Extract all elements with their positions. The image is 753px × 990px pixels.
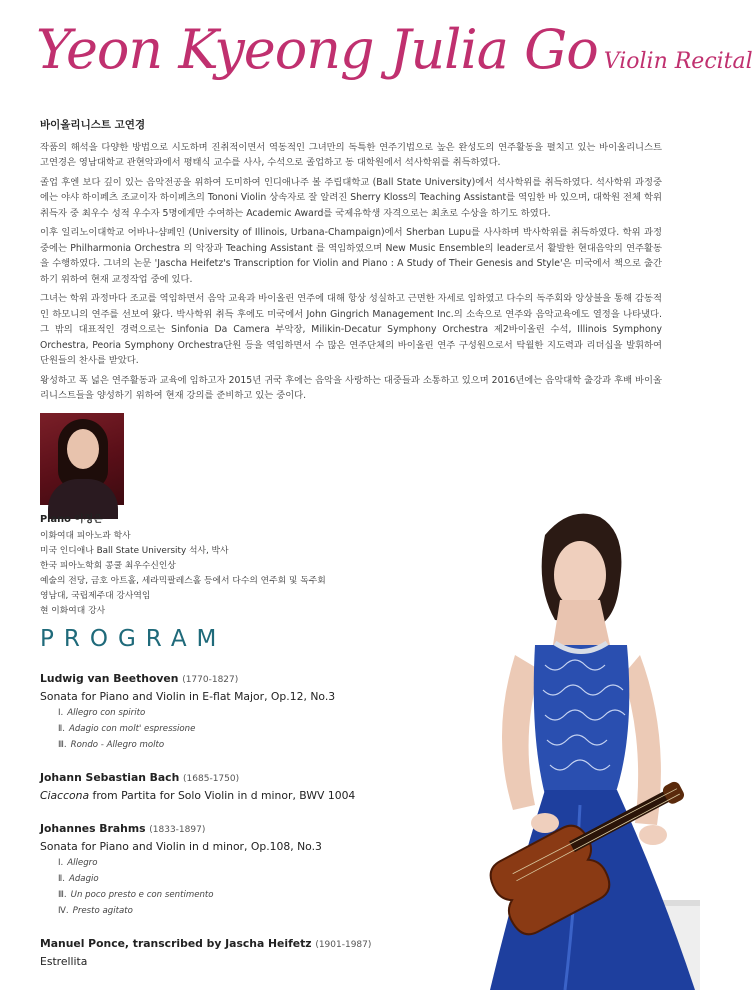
work-title: Sonata for Piano and Violin in E-flat Major, Op.12, No.3 bbox=[40, 690, 336, 703]
bio-paragraph: 졸업 후엔 보다 깊이 있는 음악전공을 위하여 도미하여 인디애나주 볼 주립대학교 (Ball State University)에서 석사학위를 취득하였다. 석사학위 과정중에는 야샤 하이페츠 조교이자 하이페츠의 Tononi Violin 상속자로 잘 알려진 Sherry Kloss의 Teaching Assistant를 역임한 바 있으며, 대학원 전체 학위취득자 중 최우수 성적 우수자 5명에게만 수여하는 Academic Award를 국제유학생 자격으로는 최초로 수상을 하기도 하였다. bbox=[40, 176, 662, 219]
pianist-credential: 현 이화여대 강사 bbox=[40, 606, 106, 616]
composer-name: Johann Sebastian Bach bbox=[40, 771, 180, 784]
program-piece bbox=[40, 935, 400, 970]
program-heading: PROGRAM bbox=[40, 626, 227, 652]
movement: Ⅱ. Adagio bbox=[58, 874, 99, 884]
work-title: Sonata for Piano and Violin in d minor, Op.108, No.3 bbox=[40, 840, 322, 853]
recital-subtitle: Violin Recital bbox=[603, 49, 753, 74]
program-list bbox=[40, 670, 400, 986]
composer-name: Johannes Brahms bbox=[40, 822, 146, 835]
composer-years: (1901-1987) bbox=[315, 940, 372, 950]
movement: Ⅰ. Allegro bbox=[58, 858, 98, 868]
performer-name: Yeon Kyeong Julia Go bbox=[36, 18, 598, 81]
violinist-photo bbox=[395, 505, 700, 990]
composer-years: (1685-1750) bbox=[183, 774, 240, 784]
program-piece bbox=[40, 820, 400, 919]
pianist-profile bbox=[40, 512, 326, 619]
pianist-credential: 이화여대 피아노과 학사 bbox=[40, 531, 131, 541]
bio-paragraph: 이후 일리노이대학교 어바나-샴페인 (University of Illinois, Urbana-Champaign)에서 Sherban Lupu를 사사하며 박사학위를 취득하였다. 학위 과정중에는 Philharmonia Orchestra 의 악장과 Teaching Assistant 를 역임하였으며 New Music Ensemble의 leader로서 활발한 현대음악의 연주활동을 수행하였다. 그녀의 논문 'Jascha Heifetz's Transcription for Violin and Piano : A Study of Their Genesis and Style'은 미국에서 책으로 출간하기 위하여 현재 교정작업 중에 있다. bbox=[40, 227, 662, 285]
movement: Ⅱ. Adagio con molt' espressione bbox=[58, 724, 196, 734]
bio-paragraph: 작품의 해석을 다양한 방법으로 시도하며 진취적이면서 역동적인 그녀만의 독특한 연주기법으로 높은 완성도의 연주활동을 펼치고 있는 바이올리니스트 고연경은 영남대학교 관현악과에서 평태식 교수를 사사, 수석으로 졸업하고 동 대학원에서 석사학위를 취득하였다. bbox=[40, 141, 662, 168]
composer-name: Manuel Ponce, transcribed by Jascha Heifetz bbox=[40, 937, 312, 950]
bio-paragraph: 그녀는 학위 과정마다 조교를 역임하면서 음악 교육과 바이올린 연주에 대해 항상 성실하고 근면한 자세로 임하였고 다수의 독주회와 앙상블을 통해 감동적인 하모니의 연주를 선보여 왔다. 박사학위 취득 후에도 미국에서 John Gingrich Management Inc.의 소속으로 연주와 음악교육에도 열정을 나타냈다. 그 밖의 대표적인 경력으로는 Sinfonia Da Camera 부악장, Milikin-Decatur Symphony Orchestra 제2바이올린 수석, Illinois Symphony Orchestra, Peoria Symphony Orchestra단원 등을 역임하면서 수 많은 연주단체의 바이올린 연주 구성원으로서 탁월한 지도력과 리더십을 발휘하여 단원들의 찬사를 받았다. bbox=[40, 293, 662, 366]
composer-name: Ludwig van Beethoven bbox=[40, 672, 179, 685]
work-title: Estrellita bbox=[40, 955, 88, 968]
program-piece bbox=[40, 670, 400, 753]
movement: Ⅳ. Presto agitato bbox=[58, 906, 133, 916]
movement: Ⅰ. Allegro con spirito bbox=[58, 708, 146, 718]
composer-years: (1770-1827) bbox=[182, 675, 239, 685]
recital-title bbox=[36, 18, 753, 98]
pianist-credential: 예술의 전당, 금호 아트홀, 세라믹팔레스홀 등에서 다수의 연주회 및 독주회 bbox=[40, 576, 326, 586]
pianist-heading: Piano 이정은 bbox=[40, 514, 103, 525]
work-title: Ciaccona from Partita for Solo Violin in d minor, BWV 1004 bbox=[40, 789, 356, 802]
bio-heading: 바이올리니스트 고연경 bbox=[40, 119, 146, 131]
movement: Ⅲ. Rondo - Allegro molto bbox=[58, 740, 165, 750]
pianist-photo bbox=[40, 413, 124, 505]
movement: Ⅲ. Un poco presto e con sentimento bbox=[58, 890, 214, 900]
violinist-biography bbox=[40, 118, 662, 408]
bio-paragraph: 왕성하고 폭 넓은 연주활동과 교육에 임하고자 2015년 귀국 후에는 음악을 사랑하는 대중들과 소통하고 있으며 2016년에는 음악대학 출강과 후배 바이올리니스트들을 양성하기 위하여 현재 강의를 준비하고 있는 중이다. bbox=[40, 374, 662, 401]
pianist-credential: 한국 피아노학회 콩쿨 최우수신인상 bbox=[40, 561, 176, 571]
pianist-credential: 미국 인디애나 Ball State University 석사, 박사 bbox=[40, 546, 229, 556]
pianist-credential: 영남대, 국립제주대 강사역임 bbox=[40, 591, 151, 601]
composer-years: (1833-1897) bbox=[149, 825, 206, 835]
program-piece bbox=[40, 769, 400, 804]
